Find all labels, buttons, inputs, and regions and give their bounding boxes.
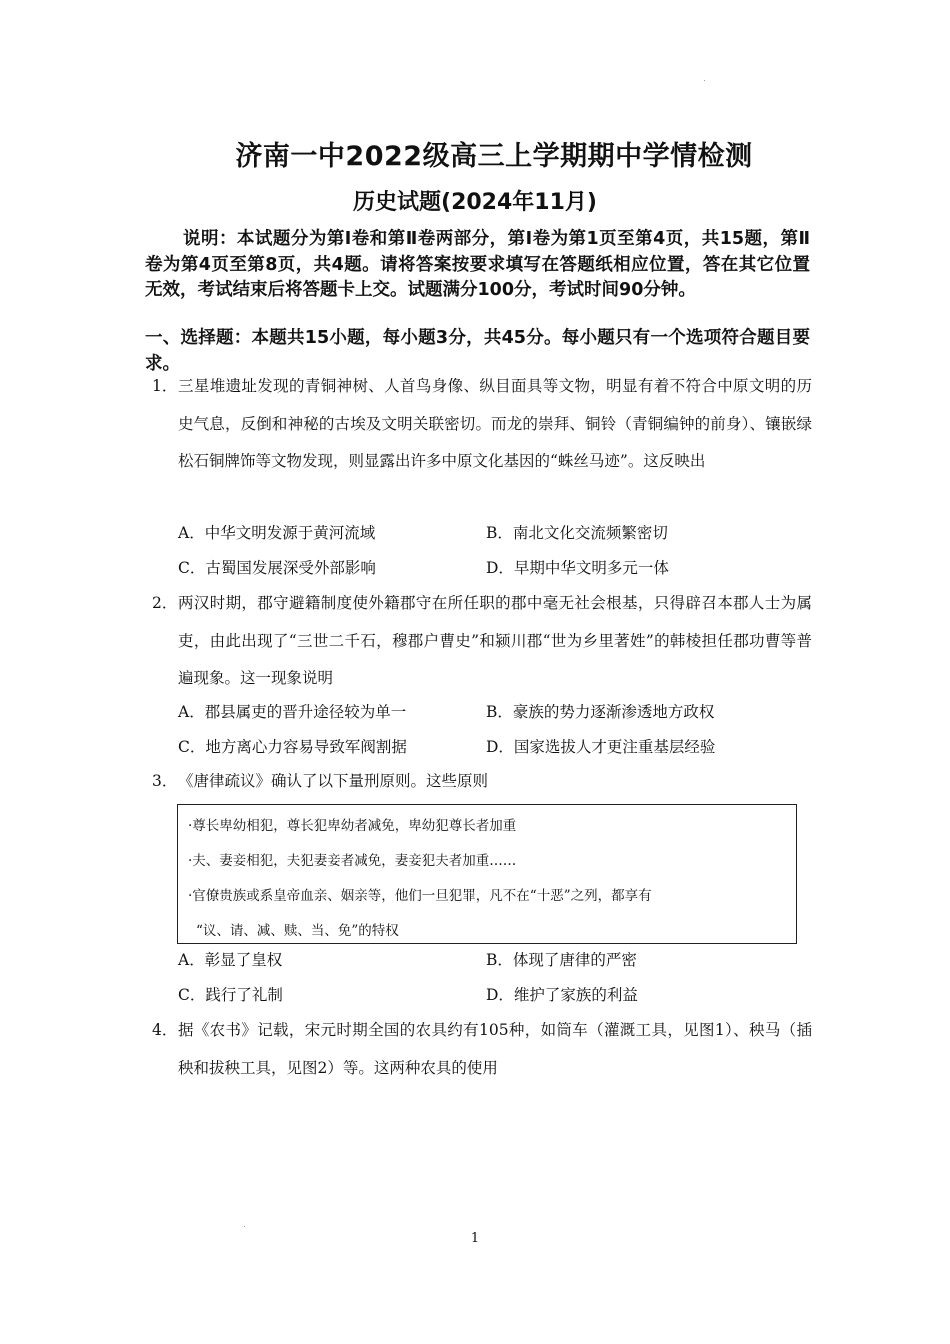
material-line: ·尊长卑幼相犯，尊长犯卑幼者减免，卑幼犯尊长者加重 xyxy=(188,818,517,834)
question-stem: 两汉时期，郡守避籍制度使外籍郡守在所任职的郡中毫无社会根基，只得辟召本郡人士为属吏，由此出现了“三世二千石，穆郡户曹史”和颍川郡“世为乡里著姓”的韩棱担任郡功曹等普遍现象。这一现象说明 xyxy=(178,594,812,687)
question-number: 4． xyxy=(152,1021,178,1039)
options-row xyxy=(178,554,818,582)
question-stem: 据《农书》记载，宋元时期全国的农具约有105种，如筒车（灌溉工具，见图1）、秧马（插秧和拔秧工具，见图2）等。这两种农具的使用 xyxy=(178,1021,812,1077)
question-number: 2． xyxy=(152,594,178,612)
options-row xyxy=(178,981,818,1009)
options-row xyxy=(178,698,818,726)
option-a[interactable]: A．郡县属吏的晋升途径较为单一 xyxy=(178,703,407,721)
option-c[interactable]: C．践行了礼制 xyxy=(178,986,283,1004)
option-b[interactable]: B．南北文化交流频繁密切 xyxy=(486,524,668,542)
option-a[interactable]: A．彰显了皇权 xyxy=(178,951,283,969)
option-c[interactable]: C．地方离心力容易导致军阀割据 xyxy=(178,738,407,756)
options-row xyxy=(178,733,818,761)
exam-title: 济南一中2022级高三上学期期中学情检测 xyxy=(235,141,753,172)
page-number: 1 xyxy=(470,1231,480,1246)
options-row xyxy=(178,946,818,974)
exam-subtitle: 历史试题(2024年11月) xyxy=(353,190,597,215)
material-box xyxy=(177,804,797,944)
question-2 xyxy=(152,585,812,698)
question-number: 3． xyxy=(152,772,178,790)
section-heading: 一、选择题：本题共15小题，每小题3分，共45分。每小题只有一个选项符合题目要求。 xyxy=(145,328,810,374)
options-row xyxy=(178,519,818,547)
option-d[interactable]: D．国家选拔人才更注重基层经验 xyxy=(486,738,716,756)
option-a[interactable]: A．中华文明发源于黄河流域 xyxy=(178,524,376,542)
option-b[interactable]: B．豪族的势力逐渐渗透地方政权 xyxy=(486,703,715,721)
question-1 xyxy=(152,368,812,481)
question-number: 1． xyxy=(152,377,178,395)
option-d[interactable]: D．早期中华文明多元一体 xyxy=(486,559,669,577)
option-d[interactable]: D．维护了家族的利益 xyxy=(486,986,638,1004)
material-line: ·夫、妻妾相犯，夫犯妻妾者减免，妻妾犯夫者加重…… xyxy=(188,853,517,869)
question-4 xyxy=(152,1012,812,1087)
question-stem: 三星堆遗址发现的青铜神树、人首鸟身像、纵目面具等文物，明显有着不符合中原文明的历史气息，反倒和神秘的古埃及文明关联密切。而龙的崇拜、铜铃（青铜编钟的前身）、镶嵌绿松石铜牌饰等文物发现，则显露出许多中原文化基因的“蛛丝马迹”。这反映出 xyxy=(178,377,812,470)
scan-dot xyxy=(244,1226,245,1227)
question-stem: 《唐律疏议》确认了以下量刑原则。这些原则 xyxy=(178,772,489,790)
question-3 xyxy=(152,763,812,801)
material-line: “议、请、减、赎、当、免”的特权 xyxy=(196,923,399,939)
option-c[interactable]: C．古蜀国发展深受外部影响 xyxy=(178,559,376,577)
option-b[interactable]: B．体现了唐律的严密 xyxy=(486,951,637,969)
material-line: ·官僚贵族或系皇帝血亲、姻亲等，他们一旦犯罪，凡不在“十恶”之列，都享有 xyxy=(188,888,652,904)
scan-dot xyxy=(704,80,705,81)
instructions: 说明：本试题分为第Ⅰ卷和第Ⅱ卷两部分，第Ⅰ卷为第1页至第4页，共15题，第Ⅱ卷为第4页至第8页，共4题。请将答案按要求填写在答题纸相应位置，答在其它位置无效，考试结束后将答题卡上交。试题满分100分，考试时间90分钟。 xyxy=(145,229,810,300)
